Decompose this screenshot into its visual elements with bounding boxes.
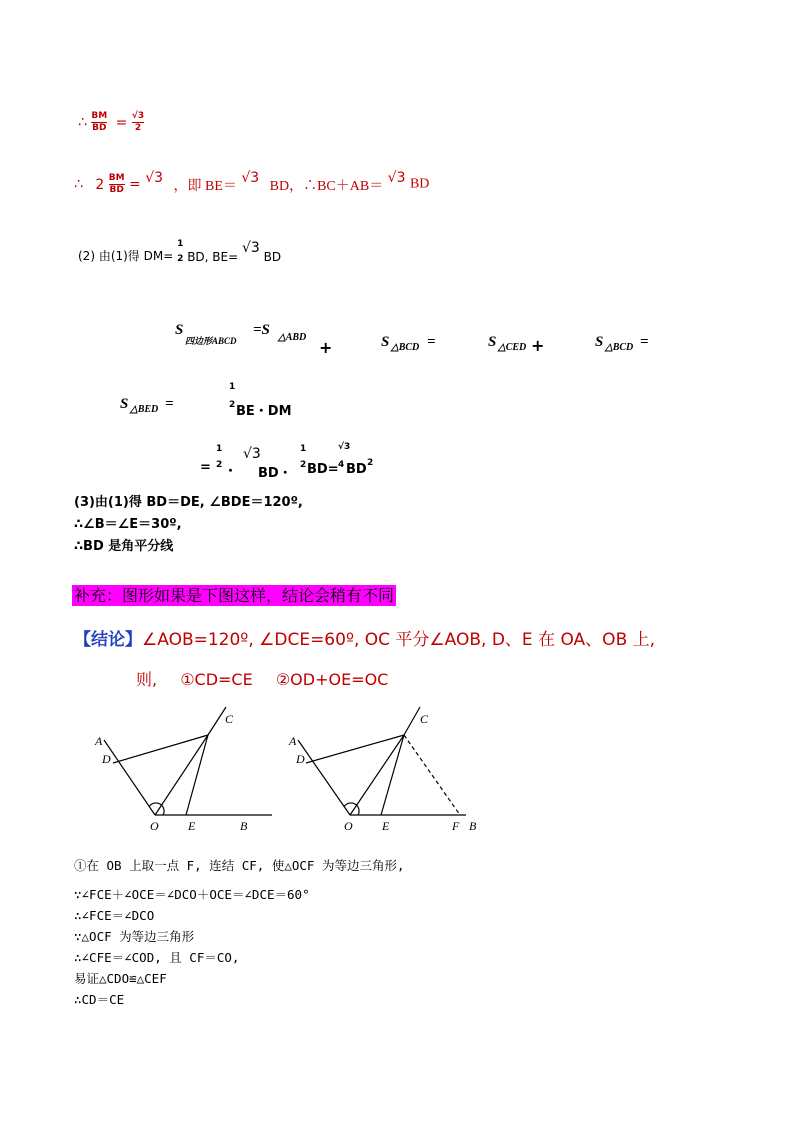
label-c: C <box>225 712 234 726</box>
sqrt-3: √3 <box>387 170 406 186</box>
geometry-figures <box>0 695 794 845</box>
proof-line-3: ∴∠FCE＝∠DCO <box>74 908 155 923</box>
label-c: C <box>420 712 429 726</box>
part-3-text <box>74 492 303 558</box>
label-a: A <box>289 734 297 748</box>
area-symbol: S <box>488 334 497 350</box>
text-segment: BD・ <box>258 466 292 481</box>
label-d: D <box>296 752 305 766</box>
figure-left <box>104 707 272 815</box>
sqrt-3: √3 <box>243 446 261 462</box>
superscript: 2 <box>367 458 374 468</box>
label-b: B <box>469 819 477 833</box>
part-3-line-3: ∴BD 是角平分线 <box>74 539 174 554</box>
plus-sign: + <box>319 338 333 357</box>
proof-line-2: ∵∠FCE＋∠OCE＝∠DCO＋OCE＝∠DCE＝60° <box>74 887 310 902</box>
fraction-numerator: 1 <box>216 444 223 454</box>
ray-c-extension <box>404 707 420 735</box>
area-bed-line <box>120 380 420 420</box>
equals-sign: = <box>129 176 141 193</box>
text-segment: BD= <box>307 462 339 477</box>
fraction-denominator: 2 <box>300 460 307 470</box>
label-o: O <box>150 819 159 833</box>
proof-block <box>74 855 405 1010</box>
fraction-half: 1 2 <box>177 239 184 264</box>
fraction-numerator: 1 <box>300 444 307 454</box>
segment-ec <box>381 735 404 815</box>
proof-line-1: ①在 OB 上取一点 F, 连结 CF, 使△OCF 为等边三角形, <box>74 858 405 873</box>
area-symbol: S <box>595 334 604 350</box>
proof-line-7: ∴CD＝CE <box>74 992 125 1007</box>
area-subscript: △CED <box>498 342 527 353</box>
proof-line-5: ∴∠CFE＝∠COD, 且 CF＝CO, <box>74 950 240 965</box>
text-segment: (2) 由(1)得 DM= <box>78 249 174 263</box>
ray-c-extension <box>208 707 226 735</box>
equals-sign: = <box>640 334 649 350</box>
label-f: F <box>452 819 460 833</box>
conclusion-line <box>74 625 655 650</box>
fraction-numerator: 1 <box>229 382 236 392</box>
ray-oa <box>298 740 350 815</box>
segment-dc <box>306 735 404 763</box>
equals-sign: = <box>200 460 211 475</box>
fraction-denominator: 2 <box>216 460 223 470</box>
label-b: B <box>240 819 248 833</box>
segment-ec <box>186 735 208 815</box>
figure-right <box>298 707 466 815</box>
label-e: E <box>382 819 390 833</box>
text-segment: ，即 BE＝ <box>173 178 237 194</box>
segment-dc <box>113 735 208 763</box>
supplement-banner <box>72 583 396 606</box>
supplement-text: 补充：图形如果是下图这样，结论会稍有不同 <box>74 586 395 605</box>
proof-line-4: ∵△OCF 为等边三角形 <box>74 929 195 944</box>
area-symbol: S <box>381 334 390 350</box>
fraction-root3-2: $\frac{√3}{2}$ <box>131 111 145 133</box>
fraction-bm-bd: $\frac{BM}{BD}$ <box>91 111 108 133</box>
equals-sign: = <box>115 114 128 131</box>
ray-oa <box>104 740 155 815</box>
sqrt-3: √3 <box>241 170 260 186</box>
text-segment: BD, BE= <box>187 250 239 264</box>
area-result-line <box>200 442 460 481</box>
conclusion-result-line <box>136 667 388 690</box>
area-formula-line <box>175 322 675 358</box>
area-subscript: △ABD <box>278 332 307 343</box>
area-symbol: S <box>120 396 129 412</box>
text-segment: BD <box>346 462 367 477</box>
label-d: D <box>102 752 111 766</box>
dot-operator: ・ <box>224 464 238 479</box>
area-subscript: 四边形ABCD <box>185 336 237 346</box>
label-a: A <box>95 734 103 748</box>
formula-line-1 <box>78 112 144 133</box>
part-3-line-1: (3)由(1)得 BD＝DE, ∠BDE＝120º, <box>74 495 303 510</box>
area-subscript: △BCD <box>605 342 634 353</box>
text-segment: BD，∴BC＋AB＝ <box>269 178 384 194</box>
formula-line-3 <box>78 240 281 264</box>
area-symbol: S <box>175 322 184 338</box>
conclusion-item-1: ①CD=CE <box>180 670 253 689</box>
area-subscript: △BED <box>130 404 159 415</box>
fraction-numerator: √3 <box>338 442 351 452</box>
part-3-line-2: ∴∠B＝∠E＝30º, <box>74 517 182 532</box>
conclusion-tag: 【结论】 <box>74 630 142 650</box>
label-e: E <box>188 819 196 833</box>
formula-line-2 <box>74 170 430 195</box>
conclusion-prefix: 则, <box>136 670 158 689</box>
conclusion-text: ∠AOB=120º, ∠DCE=60º, OC 平分∠AOB, D、E 在 OA、OB 上, <box>142 630 656 650</box>
fraction-denominator: 2 <box>229 400 236 410</box>
therefore-symbol: ∴ <box>74 176 83 193</box>
fraction-bm-bd: $\frac{BM}{BD}$ <box>108 173 125 195</box>
equals-sign: = <box>427 334 436 350</box>
text-segment: BE・DM <box>236 404 292 419</box>
segment-oc <box>350 735 404 815</box>
segment-cf-dashed <box>404 735 460 815</box>
area-subscript: △BCD <box>391 342 420 353</box>
label-o: O <box>344 819 353 833</box>
therefore-symbol: ∴ <box>78 114 87 131</box>
equals-sign: = <box>165 396 174 412</box>
conclusion-item-2: ②OD+OE=OC <box>275 670 389 689</box>
sqrt-3: √3 <box>242 240 260 256</box>
fraction-denominator: 4 <box>338 460 345 470</box>
text-segment: BD <box>263 250 282 264</box>
text-segment: BD <box>409 176 430 192</box>
sqrt-3: √3 <box>145 170 164 186</box>
coefficient: 2 <box>95 176 105 193</box>
area-symbol: =S <box>253 322 270 338</box>
proof-line-6: 易证△CDO≌△CEF <box>74 971 167 986</box>
plus-sign: + <box>531 336 545 355</box>
segment-oc <box>155 735 208 815</box>
